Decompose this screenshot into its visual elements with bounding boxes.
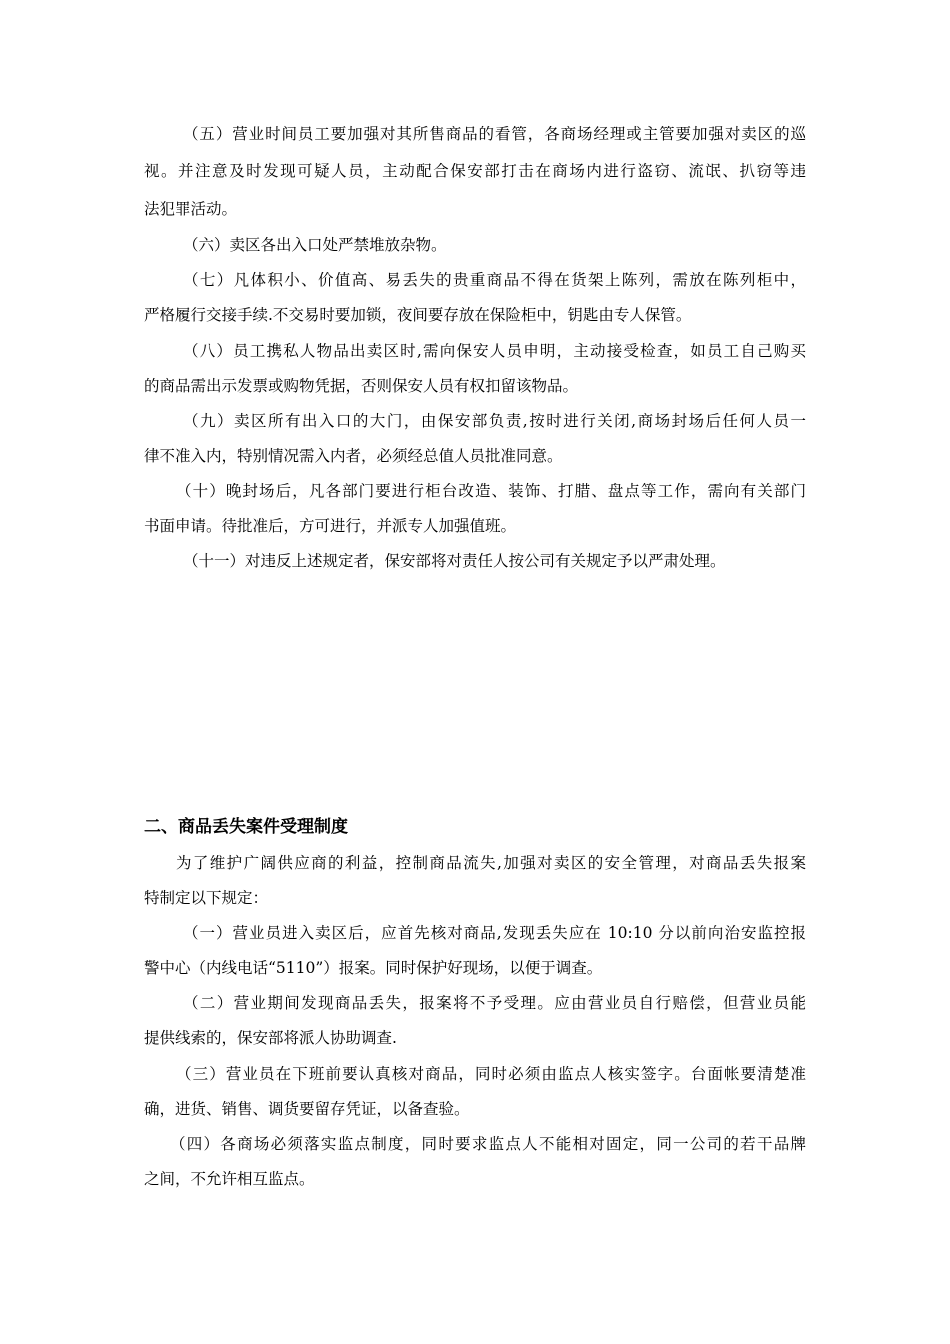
paragraph-10-line-1: （十）晚封场后，凡各部门要进行柜台改造、装饰、打腊、盘点等工作，需向有关部门 xyxy=(176,482,806,500)
paragraph-8-line-2: 的商品需出示发票或购物凭据，否则保安人员有权扣留该物品。 xyxy=(144,377,579,395)
paragraph-7-line-1: （七）凡体积小、价值高、易丢失的贵重商品不得在货架上陈列，需放在陈列柜中， xyxy=(183,271,806,289)
intro-line-2: 特制定以下规定： xyxy=(144,889,269,907)
paragraph-8-line-1: （八）员工携私人物品出卖区时,需向保安人员申明，主动接受检查，如员工自己购买 xyxy=(183,342,806,360)
paragraph-5-line-1: （五）营业时间员工要加强对其所售商品的看管，各商场经理或主管要加强对卖区的巡 xyxy=(183,125,806,143)
paragraph-6-line-1: （六）卖区各出入口处严禁堆放杂物。 xyxy=(183,236,447,254)
rule-3-line-2: 确，进货、销售、调货要留存凭证，以备查验。 xyxy=(144,1100,470,1118)
paragraph-9-line-2: 律不准入内，特别情况需入内者，必须经总值人员批准同意。 xyxy=(144,447,563,465)
rule-2-line-2: 提供线索的，保安部将派人协助调查. xyxy=(144,1029,397,1047)
paragraph-10-line-2: 书面申请。待批准后，方可进行，并派专人加强值班。 xyxy=(144,517,517,535)
paragraph-5-line-3: 法犯罪活动。 xyxy=(144,200,238,218)
section-heading: 二、商品丢失案件受理制度 xyxy=(144,817,348,837)
paragraph-9-line-1: （九）卖区所有出入口的大门，由保安部负责,按时进行关闭,商场封场后任何人员一 xyxy=(183,412,806,430)
rule-3-line-1: （三）营业员在下班前要认真核对商品，同时必须由监点人核实签字。台面帐要清楚准 xyxy=(176,1065,806,1083)
paragraph-5-line-2: 视。并注意及时发现可疑人员，主动配合保安部打击在商场内进行盗窃、流氓、扒窃等违 xyxy=(144,162,806,180)
rule-1-line-2: 警中心（内线电话“5110”）报案。同时保护好现场，以便于调查。 xyxy=(144,959,603,977)
rule-4-line-2: 之间，不允许相互监点。 xyxy=(144,1170,315,1188)
intro-line-1: 为了维护广阔供应商的利益，控制商品流失,加强对卖区的安全管理，对商品丢失报案 xyxy=(176,854,806,872)
paragraph-11-line-1: （十一）对违反上述规定者，保安部将对责任人按公司有关规定予以严肃处理。 xyxy=(183,552,726,570)
paragraph-7-line-2: 严格履行交接手续.不交易时要加锁，夜间要存放在保险柜中，钥匙由专人保管。 xyxy=(144,306,692,324)
rule-2-line-1: （二）营业期间发现商品丢失，报案将不予受理。应由营业员自行赔偿，但营业员能 xyxy=(183,994,806,1012)
rule-1-line-1: （一）营业员进入卖区后，应首先核对商品,发现丢失应在 10:10 分以前向治安监控报 xyxy=(183,924,806,942)
rule-4-line-1: （四）各商场必须落实监点制度，同时要求监点人不能相对固定，同一公司的若干品牌 xyxy=(170,1135,806,1153)
